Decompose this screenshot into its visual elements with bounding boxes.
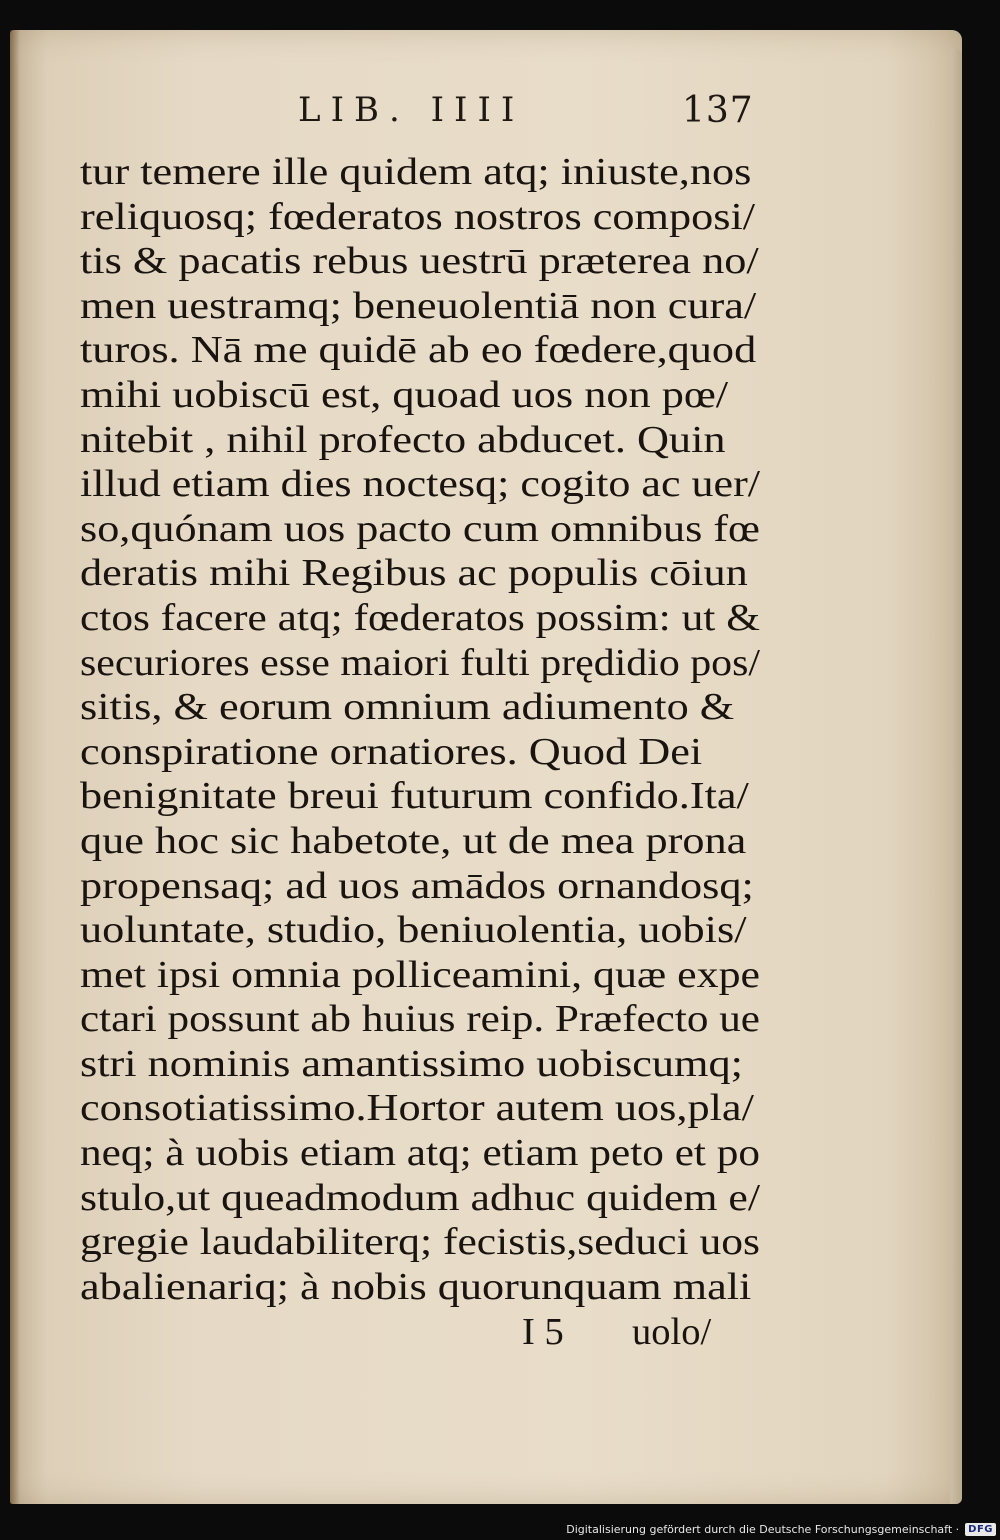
page-edge <box>950 48 962 1504</box>
text-line: consotiatissimo.Hortor autem uos,pla/ <box>80 1087 754 1130</box>
text-line: met ipsi omnia polliceamini, quӕ expe <box>80 953 760 996</box>
text-line: ctari possunt ab huius reip. Prӕfecto ue <box>80 998 760 1041</box>
signature-mark: I 5 <box>522 1311 564 1353</box>
funding-credit <box>566 1520 996 1538</box>
running-head-title: LIB. IIII <box>298 90 525 130</box>
text-line: mihi uobiscū est, quoad uos non pœ/ <box>80 373 729 416</box>
text-line: neq; à uobis etiam atq; etiam peto et po <box>80 1132 760 1175</box>
credit-text: Digitalisierung gefördert durch die Deutsche Forschungsgemeinschaft · <box>566 1522 960 1536</box>
text-line: conspiratione ornatiores. Quod Dei <box>80 730 703 773</box>
text-line: propensaq; ad uos amādos ornandosq; <box>80 864 754 907</box>
catchword: uolo/ <box>632 1311 712 1353</box>
text-line: tur temere ille quidem atq; iniuste,nos <box>80 151 752 193</box>
text-line: gregie laudabiliterq; fecistis,seduci uos <box>80 1221 760 1264</box>
text-line: stulo,ut queadmodum adhuc quidem e/ <box>80 1176 761 1219</box>
dfg-logo: DFG <box>965 1523 996 1536</box>
text-line: nitebit , nihil profecto abducet. Quin <box>80 418 726 461</box>
text-line: benignitate breui futurum confido.Ita/ <box>80 775 749 818</box>
text-line: que hoc sic habetote, ut de mea prona <box>80 819 747 862</box>
text-line: stri nominis amantissimo uobiscumq; <box>80 1042 743 1085</box>
text-line: turos. Nā me quidē ab eo fœdere,quod <box>80 329 757 372</box>
body-text <box>80 150 760 1309</box>
text-line: ctos facere atq; fœderatos possim: ut & <box>80 596 761 639</box>
text-line: illud etiam dies noctesq; cogito ac uer/ <box>80 463 760 506</box>
text-line: uoluntate, studio, beniuolentia, uobis/ <box>80 909 747 952</box>
text-line: abalienariq; à nobis quorunquam mali <box>80 1265 752 1308</box>
spine-shadow <box>10 30 20 1504</box>
text-line: tis & pacatis rebus uestrū prӕterea no/ <box>80 240 759 283</box>
text-line: deratis mihi Regibus ac populis cōiun <box>80 552 748 595</box>
text-line: reliquosq; fœderatos nostros composi/ <box>80 195 756 238</box>
text-line: so,quónam uos pacto cum omnibus fœ <box>80 507 760 550</box>
text-line: sitis, & eorum omnium adiumento & <box>80 686 735 729</box>
text-line: men uestramq; beneuolentiā non cura/ <box>80 284 757 327</box>
text-line: securiores esse maiori fulti prędidio pos/ <box>80 641 761 684</box>
page-number: 137 <box>682 90 754 131</box>
